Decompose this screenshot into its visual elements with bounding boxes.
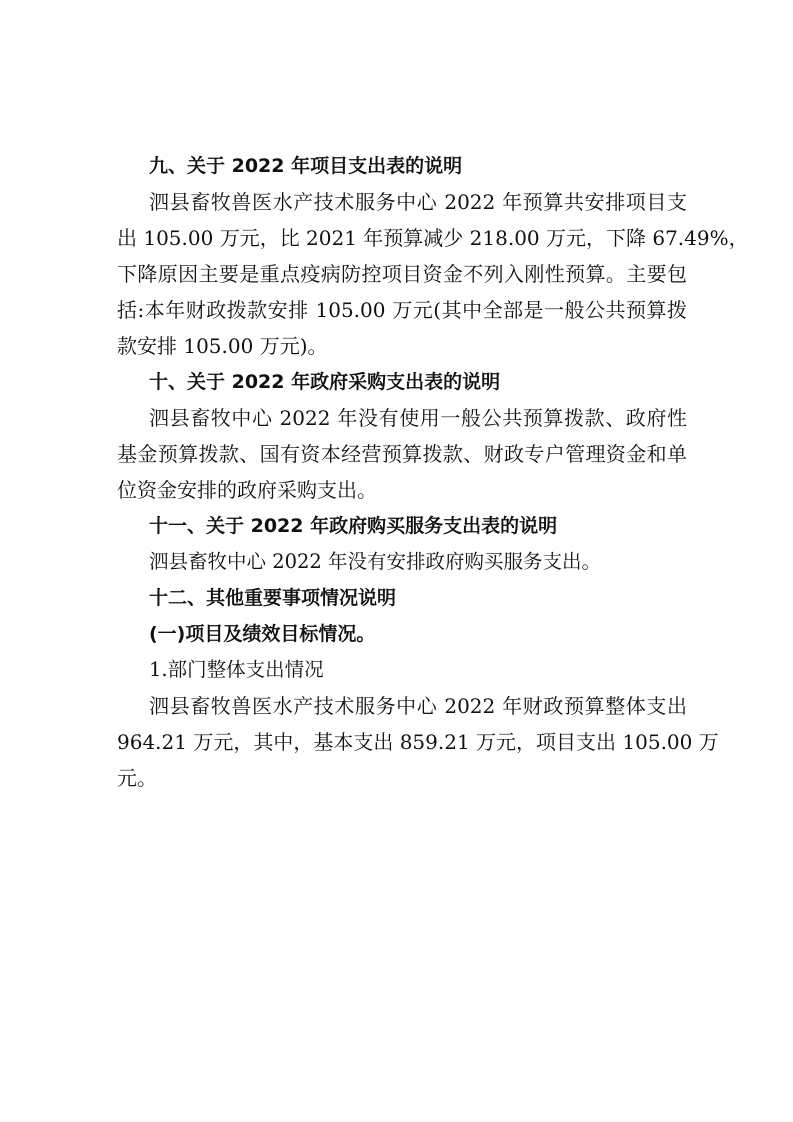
paragraph-line: 泗县畜牧中心 2022 年没有使用一般公共预算拨款、政府性: [149, 406, 687, 430]
section-9-paragraph: [117, 184, 749, 364]
section-11-heading: 十一、关于 2022 年政府购买服务支出表的说明: [149, 515, 558, 537]
section-12-heading: 十二、其他重要事项情况说明: [149, 587, 397, 609]
section-12-sub-heading: (一)项目及绩效目标情况。: [149, 623, 376, 645]
section-12-item-1: 1.部门整体支出情况: [149, 658, 324, 681]
paragraph-line: 964.21 万元，其中，基本支出 859.21 万元，项目支出 105.00 万: [117, 730, 719, 754]
section-12-paragraph: [117, 688, 719, 796]
document-body: [117, 148, 749, 796]
section-10-heading: 十、关于 2022 年政府采购支出表的说明: [149, 371, 501, 393]
paragraph-line: 款安排 105.00 万元)。: [117, 334, 328, 358]
paragraph-line: 泗县畜牧兽医水产技术服务中心 2022 年预算共安排项目支: [149, 190, 687, 214]
paragraph-line: 元。: [117, 766, 157, 790]
paragraph-line: 基金预算拨款、国有资本经营预算拨款、财政专户管理资金和单: [117, 442, 687, 466]
paragraph-line: 括:本年财政拨款安排 105.00 万元(其中全部是一般公共预算拨: [117, 298, 687, 322]
section-9-heading: 九、关于 2022 年项目支出表的说明: [149, 155, 463, 177]
paragraph-line: 泗县畜牧兽医水产技术服务中心 2022 年财政预算整体支出: [149, 694, 687, 718]
paragraph-line: 出 105.00 万元，比 2021 年预算减少 218.00 万元，下降 67.49%，: [117, 226, 749, 250]
section-11-text: 泗县畜牧中心 2022 年没有安排政府购买服务支出。: [149, 550, 602, 573]
paragraph-line: 位资金安排的政府采购支出。: [117, 478, 377, 502]
section-10-paragraph: [117, 400, 687, 508]
paragraph-line: 下降原因主要是重点疫病防控项目资金不列入刚性预算。主要包: [117, 262, 687, 286]
